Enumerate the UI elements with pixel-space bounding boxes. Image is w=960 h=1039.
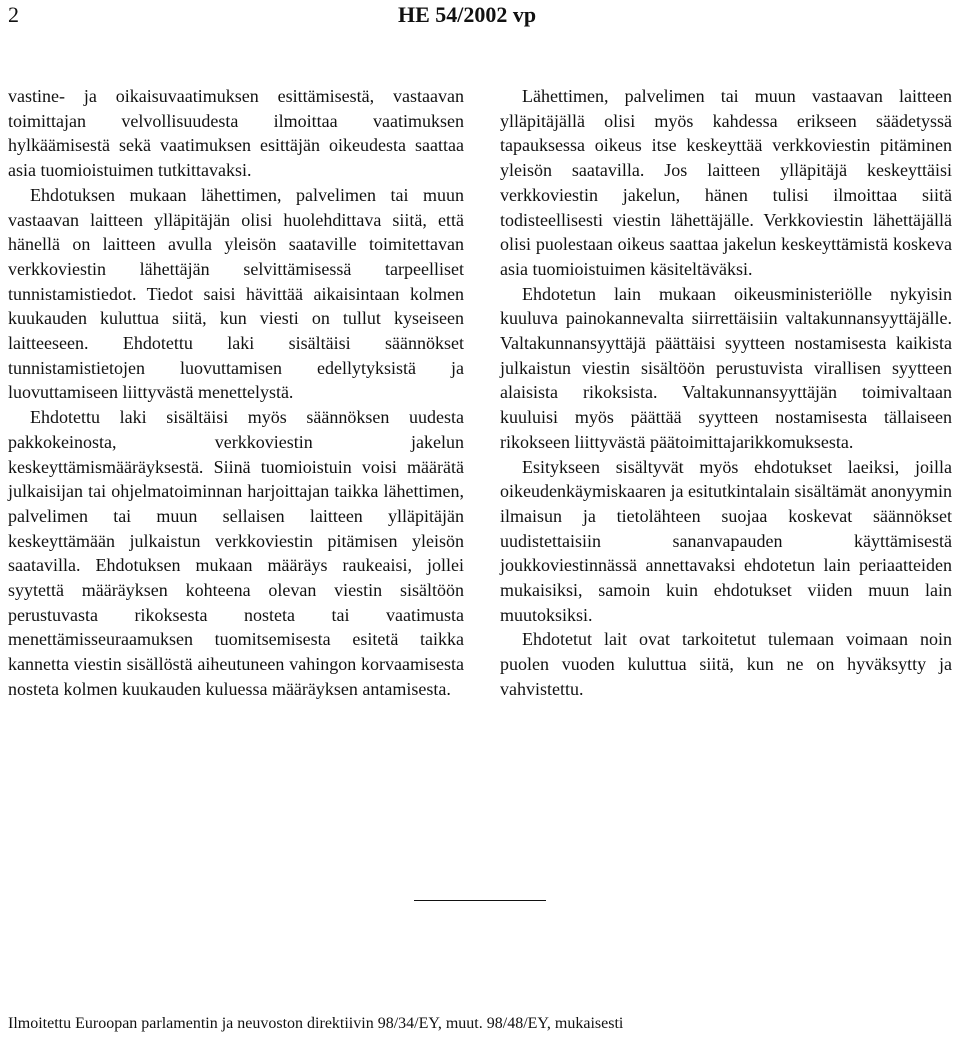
page-header bbox=[0, 0, 960, 40]
paragraph: Esitykseen sisältyvät myös ehdotukset laeiksi, joilla oikeudenkäymiskaaren ja esitutkintalain sisältämät anonyymin ilmaisun ja tietolähteen suojaa koskevat säännökset uudistettaisiin sananvapauden käyttämisestä joukkoviestinnässä annettavaksi ehdotetun lain periaatteiden mukaisiksi, samoin kuin ehdotukset viiden muun lain muutoksiksi. bbox=[500, 456, 952, 625]
footnote: Ilmoitettu Euroopan parlamentin ja neuvoston direktiivin 98/34/EY, muut. 98/48/EY, mukaisesti bbox=[8, 1015, 624, 1032]
right-column bbox=[500, 84, 952, 702]
paragraph: Lähettimen, palvelimen tai muun vastaavan laitteen ylläpitäjällä olisi myös kahdessa erikseen säädetyssä tapauksessa oikeus itse keskeyttää verkkoviestin pitäminen yleisön saatavilla. Jos laitteen ylläpitäjä keskeyttäisi verkkoviestin jakelun, hänen tulisi ilmoittaa siitä todisteellisesti viestin lähettäjälle. Verkkoviestin lähettäjällä olisi puolestaan oikeus saattaa jakelun keskeyttämistä koskeva asia tuomioistuimen käsiteltäväksi. bbox=[500, 86, 952, 279]
paragraph: Ehdotettu laki sisältäisi myös säännöksen uudesta pakkokeinosta, verkkoviestin jakelun keskeyttämismääräyksestä. Siinä tuomioistuin voisi määrätä julkaisijan tai ohjelmatoiminnan harjoittajan taikka lähettimen, palvelimen tai muun sellaisen laitteen ylläpitäjän keskeyttämään julkaistun verkkoviestin pitämisen yleisön saatavilla. Ehdotuksen mukaan määräys raukeaisi, jollei syytettä määräyksen kohteena olevan viestin sisältöön perustuvasta rikoksesta nosteta tai vaatimusta menettämisseuraamuksen tuomitsemisesta esitetä taikka kannetta viestin sisällöstä aiheutuneen vahingon korvaamisesta nosteta kolmen kuukauden kuluessa määräyksen antamisesta. bbox=[8, 407, 464, 699]
paragraph: vastine- ja oikaisuvaatimuksen esittämisestä, vastaavan toimittajan velvollisuudesta ilmoittaa vaatimuksen hylkäämisestä sekä vaatimuksen esittäjän oikeudesta saattaa asia tuomioistuimen tutkittavaksi. bbox=[8, 86, 464, 181]
page-number: 2 bbox=[8, 2, 19, 27]
paragraph: Ehdotuksen mukaan lähettimen, palvelimen tai muun vastaavan laitteen ylläpitäjän olisi huolehdittava siitä, että hänellä on laitteen avulla yleisön saataville toimitettavan verkkoviestin lähettäjän selvittämisessä tarpeelliset tunnistamistiedot. Tiedot saisi hävittää aikaisintaan kolmen kuukauden kuluttua siitä, kun viesti on tullut kyseiseen laitteeseen. Ehdotettu laki sisältäisi säännökset tunnistamistietojen luovuttamisen edellytyksistä ja luovuttamiseen liittyvästä menettelystä. bbox=[8, 184, 464, 403]
left-column bbox=[8, 84, 464, 702]
paragraph: Ehdotetut lait ovat tarkoitetut tulemaan voimaan noin puolen vuoden kuluttua siitä, kun ne on hyväksytty ja vahvistettu. bbox=[500, 629, 952, 699]
paragraph: Ehdotetun lain mukaan oikeusministeriölle nykyisin kuuluva painokannevalta siirrettäisiin valtakunnansyyttäjälle. Valtakunnansyyttäjä päättäisi syytteen nostamisesta kaikista julkaistun viestin sisältöön perustuvista virallisen syytteen alaisista rikoksista. Valtakunnansyyttäjän toimivaltaan kuuluisi myös päättää syytteen nostamisesta tällaiseen rikokseen liittyvästä päätoimittajarikkomuksesta. bbox=[500, 283, 952, 452]
end-rule bbox=[414, 900, 546, 901]
document-id: HE 54/2002 vp bbox=[398, 2, 537, 27]
